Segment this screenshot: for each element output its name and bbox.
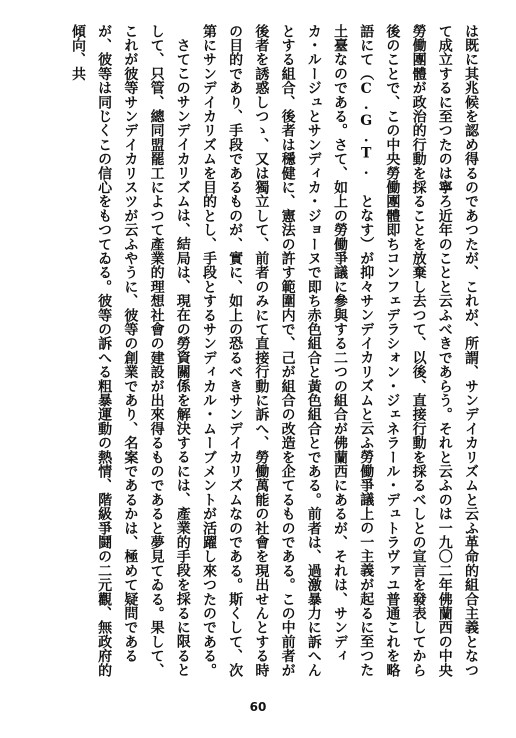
- paragraph-2: さてこのサンデイカリズムは、結局は、現在の勞資關係を解決するには、產業的手段を採るに限るとして、只管、總同盟罷工によつて產業的理想社會の建設が出來得るものであると夢見てゐる。果して、これが彼等サンデイカリスツが云ふやうに、彼等の創業であり、名案であるかは、極めて疑問であるが、彼等は同じくこの信心をもつてゐる。彼等の訴へる粗暴運動の熱情、階級爭鬪の二元觀、無政府的傾向、共: [69, 24, 191, 678]
- page-number: 60: [249, 700, 267, 714]
- vertical-text-body: [32, 24, 484, 684]
- paragraph-1: は既に其兆候を認め得るのであつたが、これが、所謂、サンデイカリズムと云ふ革命的組合主義となつて成立するに至つたのは寧ろ近年のことと云ふべきであらう。それと云ふのは一九〇二年佛蘭西の中央勞働團體が政治的行動を採ることを放棄し去つて、以後、直接行動を採るべしとの宣言を發表してから後のことで、この中央勞働團體即ちコンフェデラシォン・ジェネラール・デュトラヴァユ普通これを略語にて（C.G.T. となす）が抑々サンデイカリズムと云ふ勞働爭議上の一主義が起るに至つた土臺なのである。さて、如上の勞働爭議に參與する二つの組合が佛蘭西にあるが、それは、サンディカ・ルージュとサンディカ・ジョーヌで即ち赤色組合と黃色組合とである。前者は、過激暴力に訴へんとする組合、後者は穩健に、憲法の許す範圍内で、己が組合の改造を企てるものである。この中前者が後者を誘惑しつゝ、又は獨立して、前者のみにて直接行動に訴へ、勞働萬能の社會を現出せんとする時の目的であり、手段であるものが、實に、如上の恐るべきサンデイカリズムなのである。斯くして、次第にサンデイカリズムを目的とし、手段とするサンディカル・ムーブメントが活躍し來つたのである。: [200, 24, 479, 678]
